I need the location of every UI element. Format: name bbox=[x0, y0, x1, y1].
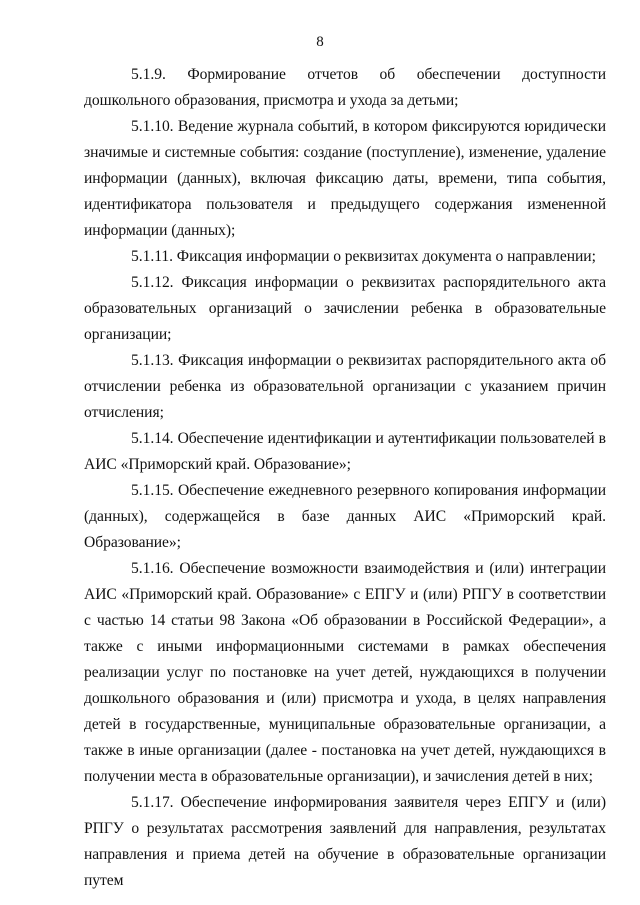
paragraph-5-1-15: 5.1.15. Обеспечение ежедневного резервного копирования информации (данных), содержащейся в базе данных АИС «Приморский край. Образование»; bbox=[84, 482, 606, 551]
paragraph-5-1-14: 5.1.14. Обеспечение идентификации и аутентификации пользователей в АИС «Приморский край. Образование»; bbox=[84, 430, 606, 473]
paragraph-5-1-9: 5.1.9. Формирование отчетов об обеспечении доступности дошкольного образования, присмотра и ухода за детьми; bbox=[84, 66, 606, 109]
document-body bbox=[84, 62, 606, 894]
paragraph-5-1-11: 5.1.11. Фиксация информации о реквизитах документа о направлении; bbox=[131, 248, 596, 265]
paragraph-5-1-16: 5.1.16. Обеспечение возможности взаимодействия и (или) интеграции АИС «Приморский край. Образование» с ЕПГУ и (или) РПГУ в соответствии с частью 14 статьи 98 Закона «Об образовании в Российской Федерации», а также с иными информационными системами в рамках обеспечения реализации услуг по постановке на учет детей, нуждающихся в получении дошкольного образования и (или) присмотра и ухода, в целях направления детей в государственные, муниципальные образовательные организации, а также в иные организации (далее - постановка на учет детей, нуждающихся в получении места в образовательные организации), и зачисления детей в них; bbox=[84, 560, 606, 785]
paragraph-5-1-17: 5.1.17. Обеспечение информирования заявителя через ЕПГУ и (или) РПГУ о результатах рассмотрения заявлений для направления, результатах направления и приема детей на обучение в образовательные организации путем bbox=[84, 794, 606, 889]
paragraph-5-1-13: 5.1.13. Фиксация информации о реквизитах распорядительного акта об отчислении ребенка из образовательной организации с указанием причин отчисления; bbox=[84, 352, 606, 421]
paragraph-5-1-12: 5.1.12. Фиксация информации о реквизитах распорядительного акта образовательных организаций о зачислении ребенка в образовательные организации; bbox=[84, 274, 606, 343]
paragraph-5-1-10: 5.1.10. Ведение журнала событий, в котором фиксируются юридически значимые и системные события: создание (поступление), изменение, удаление информации (данных), включая фиксацию даты, времени, типа события, идентификатора пользователя и предыдущего содержания измененной информации (данных); bbox=[84, 118, 606, 239]
page-number: 8 bbox=[316, 34, 324, 50]
